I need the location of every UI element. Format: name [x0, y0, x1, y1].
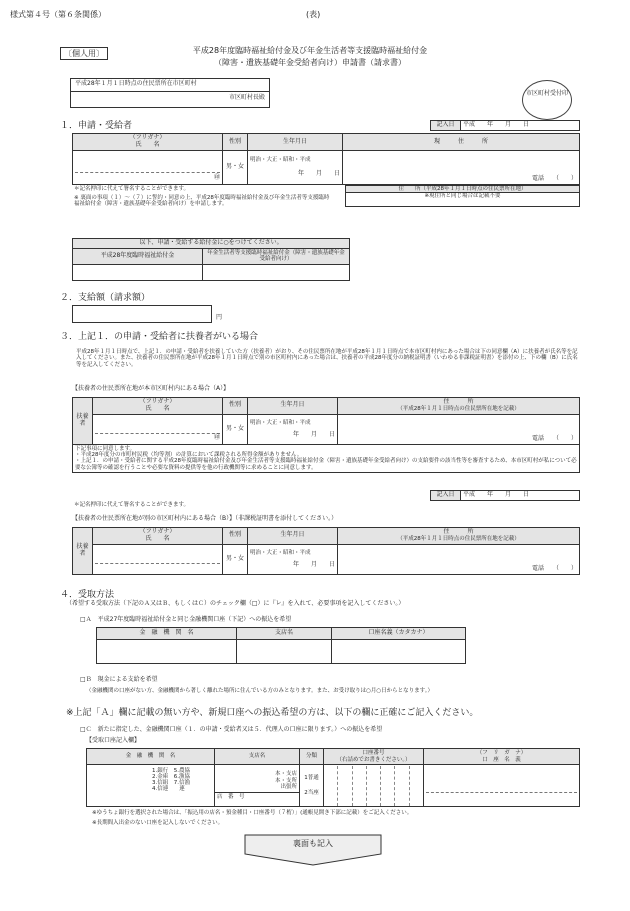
form-number: 様式第４号（第６条関係）	[10, 10, 106, 19]
benefit-opt1-check[interactable]	[73, 264, 203, 280]
pledge-note: ※ 裏面の事項（１）～（７）に誓約・同意の上、平成28年度臨時福祉給付金及び年金生活者等支援臨時福祉給付金（障害・遺族基礎年金受給者向け）を申請します。	[74, 195, 330, 208]
municipality-box	[70, 78, 270, 108]
yucho-note: ※ゆうちょ銀行を選択された場合は、「振込用の店名・預金種目・口座番号（７桁）」(通帳見開き下部に記載）をご記入ください。	[92, 810, 413, 816]
era-b-options[interactable]: 明治・大正・昭和・平成	[250, 549, 311, 556]
yen-label: 円	[216, 314, 223, 321]
section-b-title: 【扶養者の住民票所在地が別の市区町村内にある場合（B）】（非課税証明書を添付してください。）	[72, 515, 338, 522]
bank-c-field[interactable]	[87, 765, 215, 807]
address-a-label: 住 所	[443, 398, 474, 406]
section4-heading: ４．受取方法	[60, 590, 115, 600]
furigana-c-label: （フ リ ガ ナ）	[476, 750, 527, 757]
signature-note: ＊記名押印に代えて署名することができます。	[74, 186, 190, 192]
municipality-label: 平成28年１月１日時点の住民票所在市区町村	[71, 79, 269, 92]
address-header: 現 住 所	[343, 134, 580, 151]
applicant-table	[72, 133, 580, 185]
type-c-field[interactable]	[300, 765, 324, 807]
kinyu-date-field[interactable]: 平成 年 月 日	[461, 121, 580, 131]
era-options[interactable]: 明治・大正・昭和・平成	[250, 156, 311, 163]
name-label: 氏 名	[135, 141, 160, 148]
holder-a-field[interactable]	[332, 640, 466, 664]
holder-c-label: 口 座 名 義	[482, 756, 521, 763]
mayor-label: 市区町村長殿	[228, 94, 265, 101]
era-a-options[interactable]: 明治・大正・昭和・平成	[250, 419, 311, 426]
reception-stamp: 市区町村受付印	[522, 80, 572, 120]
benefit-select-heading: 以下、申請・受給する給付金に○をつけてください。	[73, 239, 350, 249]
bank-type-3: 3.信組 7.信漁	[152, 780, 190, 787]
fuyosha-b-label: 扶養者	[73, 528, 93, 575]
date-box	[430, 120, 580, 131]
benefit-opt1-label: 平成28年度臨時福祉給付金	[73, 248, 203, 264]
account-c-title: 【受取口座記入欄】	[86, 737, 141, 744]
birthdate-a-header: 生年月日	[248, 398, 338, 415]
agree-line2: ・平成28年度分の市町村民税（均等割）の計算において課税される所得金額がありません。	[75, 452, 303, 459]
see-reverse-label: 裏面も記入	[293, 839, 333, 848]
fuyosha-label: 扶養者	[73, 398, 93, 445]
birth-a-ymd: 年 月 日	[292, 430, 335, 438]
section3-paragraph: 平成28年１月１日時点で、上記１．の申請・受給者を扶養していた方（扶養者）がおり、その住民票所在地が平成28年１月１日時点で本市区町村内にあった場合は下の同意欄（A）に扶養者が氏名等を記入してください。また、扶養者の住民票所在地が平成28年１月１日時点で別の市区町村内にあった場合は、扶養者の平成28年度分の納税証明書（いわゆる非課税証明書）を添付の上、下の欄（B）に氏名等を記入してください。	[76, 349, 578, 368]
account-c-table	[86, 748, 580, 807]
name-a-label: 氏 名	[145, 404, 170, 412]
gender-b-field[interactable]: 男・女	[223, 544, 248, 574]
agree-line3: ・上記１．の申請・受給者に関する平成28年度臨時福祉給付金及び年金生活者等支援臨時福祉給付金（障害・遺族基礎年金受給者向け）の支給要件の該当性等を審査するため、本市区町村が私について必要な公簿等の確認を行うことや必要な資料の提供等を他の行政機関等に求めることに同意します。	[75, 458, 577, 471]
bank-a-header: 金 融 機 関 名	[97, 628, 237, 640]
jan1-address-note: ※現住所と同じ場合は記載不要	[424, 193, 501, 200]
gender-b-header: 性別	[223, 528, 248, 545]
branch-c-header: 支店名	[215, 749, 300, 765]
dependent-b-table	[72, 527, 580, 575]
benefit-opt2-check[interactable]	[203, 264, 350, 280]
phone-field[interactable]: 電話 （ ）	[343, 151, 580, 185]
type-futsu: 1普通	[304, 775, 319, 782]
option-b-note: （金融機関の口座がない方、金融機関から著しく離れた場所に住んでいる方のみとなります。また、お受け取りは○月○日からとなります。）	[86, 688, 433, 694]
see-reverse-arrow	[243, 834, 383, 866]
address-b-label: 住 所	[443, 528, 474, 536]
kojin-label: 〔個人用〕	[60, 47, 108, 60]
holder-c-field[interactable]	[424, 765, 580, 807]
dormant-note: ※長期間入出金のない口座を記入しないでください。	[92, 820, 224, 826]
bank-type-4: 4.信連 連	[152, 786, 185, 793]
furigana-b-label: （フリガナ）	[139, 528, 176, 535]
holder-a-header: 口座名義（カタカナ）	[332, 628, 466, 640]
acct-no-field[interactable]	[324, 765, 424, 807]
name-b-field[interactable]	[93, 544, 223, 574]
benefit-opt2-label: 年金生活者等支援臨時福祉給付金（障害・遺族基礎年金受給者向け）	[203, 248, 350, 264]
birth-b-ymd: 年 月 日	[292, 560, 335, 568]
bank-a-field[interactable]	[97, 640, 237, 664]
name-b-label: 氏 名	[145, 534, 170, 542]
furigana-label: （フリガナ）	[129, 134, 166, 142]
type-toza: 2当座	[304, 789, 319, 796]
bank-type-2: 2.金庫 6.漁協	[152, 773, 190, 780]
phone-a-field[interactable]: 電話 （ ）	[338, 414, 580, 444]
account-a-table	[96, 627, 466, 664]
birth-ymd: 年 月 日	[297, 170, 340, 178]
new-account-notice: ※上記「Ａ」欄に記載の無い方や、新規口座への振込希望の方は、以下の欄に正確にご記入ください。	[66, 708, 479, 718]
section2-heading: ２．支給額（請求額）	[60, 293, 151, 303]
kinyu-label: 記入日	[431, 121, 461, 131]
branch-a-header: 支店名	[237, 628, 332, 640]
name-field[interactable]	[73, 151, 223, 185]
bank-c-header: 金 融 機 関 名	[87, 749, 215, 765]
form-title-1: 平成28年度臨時福祉給付金及び年金生活者等支援臨時福祉給付金	[192, 46, 428, 55]
birthdate-b-header: 生年月日	[248, 528, 338, 545]
gender-header: 性別	[223, 134, 248, 151]
address-b-note: （平成28年１月１日時点の住民票所在地を記載）	[397, 536, 520, 543]
name-a-field[interactable]	[93, 414, 223, 444]
address-a-note: （平成28年１月１日時点の住民票所在地を記載）	[397, 406, 520, 413]
branch-type-2: 本・支所	[274, 777, 297, 784]
phone-b-field[interactable]: 電話 （ ）	[338, 544, 580, 574]
jan1-address-box[interactable]	[345, 185, 580, 207]
amount-field[interactable]	[72, 305, 212, 323]
dependent-a-table	[72, 397, 580, 473]
agree-line1: 下記事項に同意します。	[75, 445, 136, 452]
seal-a-mark: ㊞	[213, 433, 220, 441]
signature-a-note: ＊記名押印に代えて署名することができます。	[74, 502, 190, 508]
furigana-a-label: （フリガナ）	[139, 398, 176, 405]
acct-no-note: （右詰めでお書きください。）	[336, 756, 411, 763]
gender-a-header: 性別	[223, 398, 248, 415]
page-side: (表)	[306, 10, 321, 19]
option-c[interactable]: □Ｃ 新たに指定した、金融機関口座（１．の申請・受給者又は５．代理人の口座に限ります。）への振込を希望	[80, 726, 383, 733]
branch-type-1: 本・支店	[274, 771, 297, 778]
acct-no-header: 口座番号	[362, 750, 385, 757]
branch-code-label: 店 番 号	[215, 792, 299, 801]
branch-type-3: 出張所	[280, 784, 297, 790]
date-a-box	[430, 490, 580, 501]
kinyu-a-label: 記入日	[431, 491, 461, 501]
section-a-title: 【扶養者の住民票所在地が本市区町村内にある場合（A）】	[72, 385, 230, 392]
section1-heading: １．申請・受給者	[60, 121, 133, 131]
birthdate-header: 生年月日	[248, 134, 343, 151]
branch-a-field[interactable]	[237, 640, 332, 664]
gender-field[interactable]: 男・女	[223, 151, 248, 185]
type-c-header: 分類	[300, 749, 324, 765]
seal-mark: ㊞	[213, 174, 220, 182]
section4-subtitle: （希望する受取方法（下記のＡ又はＢ、もしくはＣ）のチェック欄（□）に『レ』を入れて、必要事項を記入してください。）	[66, 600, 405, 607]
form-title-2: （障害・遺族基礎年金受給者向け）申請書（請求書）	[214, 58, 406, 67]
benefit-select-table	[72, 238, 350, 281]
jan1-address-label: 住 所（平成28年１月１日時点の住民票所在地）	[346, 186, 579, 193]
option-a[interactable]: □Ａ 平成27年度臨時福祉給付金と同じ金融機関口座（下記）への振込を希望	[80, 616, 292, 623]
branch-c-field[interactable]	[215, 765, 300, 807]
section3-heading: ３．上記１．の申請・受給者に扶養者がいる場合	[60, 332, 259, 342]
kinyu-a-date-field[interactable]: 平成 年 月 日	[461, 491, 580, 501]
option-b[interactable]: □Ｂ 現金による支給を希望	[80, 676, 158, 683]
bank-type-1: 1.銀行 5.農協	[152, 767, 190, 774]
gender-a-field[interactable]: 男・女	[223, 414, 248, 444]
